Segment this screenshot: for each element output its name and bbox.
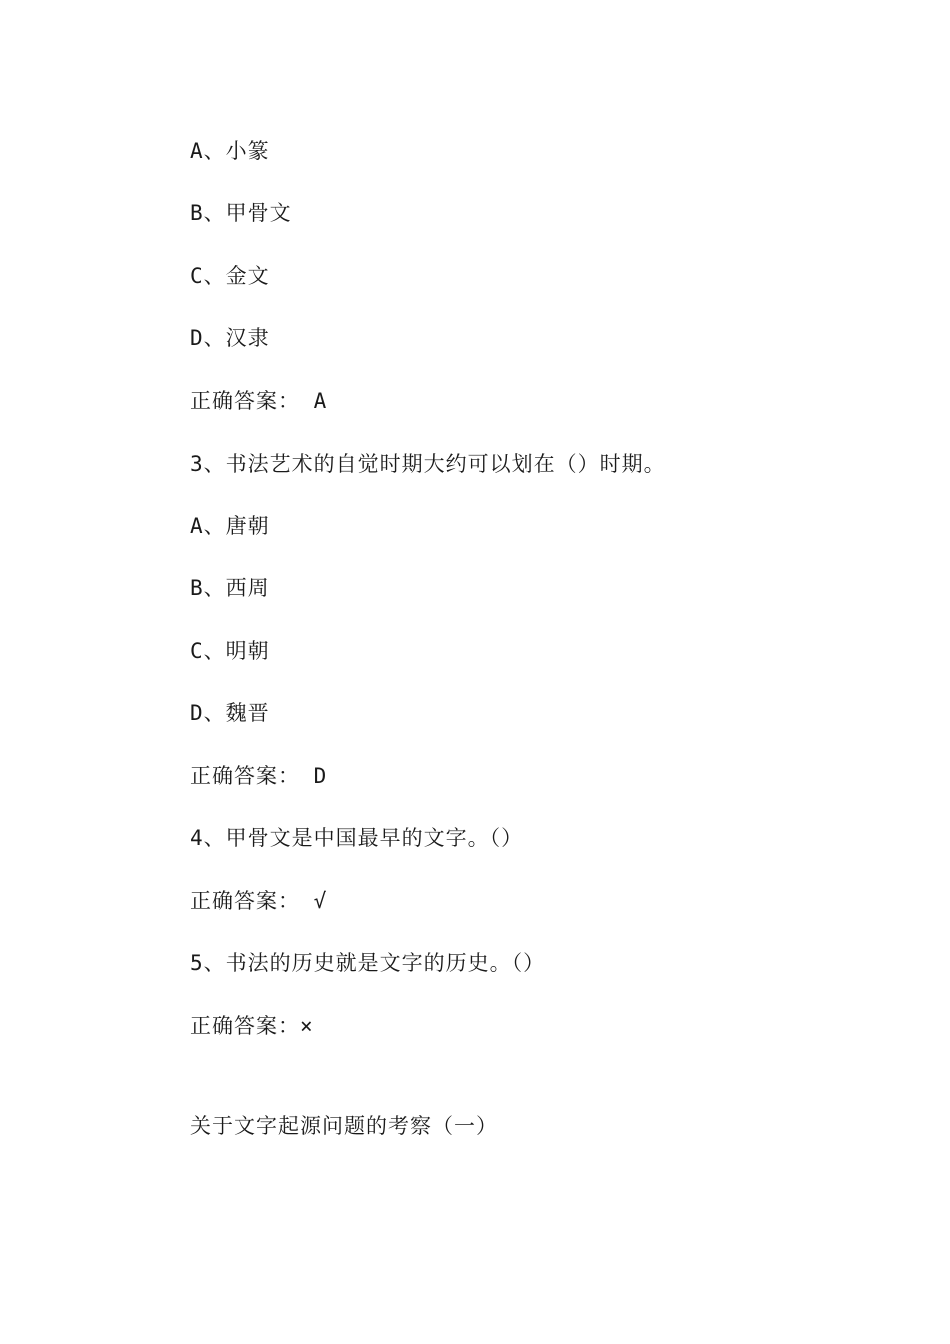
q2-option-a: A、小篆: [190, 139, 270, 163]
q3-option-a: A、唐朝: [190, 514, 270, 538]
q2-option-d: D、汉隶: [190, 326, 270, 350]
q4-question: 4、甲骨文是中国最早的文字。（）: [190, 826, 524, 850]
q2-answer: 正确答案： A: [190, 389, 328, 413]
q3-question: 3、书法艺术的自觉时期大约可以划在（）时期。: [190, 452, 666, 476]
q3-option-b: B、西周: [190, 576, 270, 600]
q4-answer: 正确答案： √: [190, 889, 328, 913]
section-heading: 关于文字起源问题的考察（一）: [190, 1114, 498, 1138]
q2-option-c: C、金文: [190, 264, 270, 288]
q3-option-c: C、明朝: [190, 639, 270, 663]
q2-option-b: B、甲骨文: [190, 201, 292, 225]
q3-option-d: D、魏晋: [190, 701, 270, 725]
q5-question: 5、书法的历史就是文字的历史。（）: [190, 951, 546, 975]
q3-answer: 正确答案： D: [190, 764, 328, 788]
q5-answer: 正确答案：×: [190, 1014, 314, 1038]
